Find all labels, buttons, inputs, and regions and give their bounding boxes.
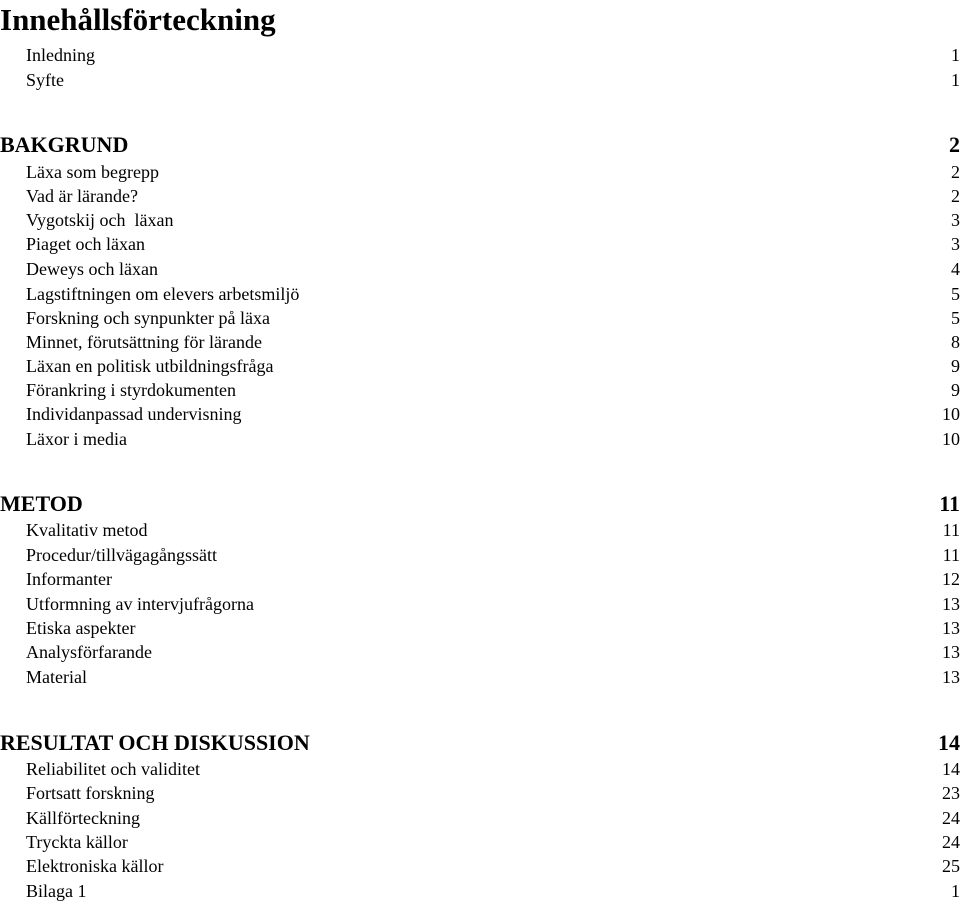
- toc-entry: [0, 402, 960, 426]
- toc-entry-label: Material: [26, 667, 87, 687]
- toc-entry: [0, 616, 960, 640]
- toc-entry: [0, 43, 960, 67]
- toc-entry-page: 3: [951, 234, 960, 254]
- toc-entry: [0, 518, 960, 542]
- toc-entry: [0, 160, 960, 184]
- toc-entry: [0, 208, 960, 232]
- toc-entry-label: Analysförfarande: [26, 642, 152, 662]
- toc-entry-page: 23: [942, 783, 960, 803]
- toc-entry-page: 5: [951, 284, 960, 304]
- page-title: Innehållsförteckning: [0, 2, 276, 37]
- toc-entry-label: Förankring i styrdokumenten: [26, 380, 236, 400]
- section-heading-label: RESULTAT OCH DISKUSSION: [0, 730, 310, 755]
- toc-entry: [0, 184, 960, 208]
- toc-entry-label: Läxor i media: [26, 429, 127, 449]
- toc-entry-label: Elektroniska källor: [26, 856, 164, 876]
- toc-entry-page: 12: [942, 569, 960, 589]
- toc-entry-label: Vad är lärande?: [26, 186, 138, 206]
- toc-entry-page: 3: [951, 210, 960, 230]
- toc-entry-page: 4: [951, 259, 960, 279]
- toc-entry-page: 1: [951, 881, 960, 901]
- toc-entry: [0, 757, 960, 781]
- toc-entry-page: 13: [942, 618, 960, 638]
- toc-entry-label: Tryckta källor: [26, 832, 128, 852]
- section-heading-label: BAKGRUND: [0, 132, 129, 157]
- toc-entry-label: Procedur/tillvägagångssätt: [26, 545, 217, 565]
- toc-entry: [0, 257, 960, 281]
- toc-entry-page: 8: [951, 332, 960, 352]
- toc-entry: [0, 378, 960, 402]
- toc-entry-label: Utformning av intervjufrågorna: [26, 594, 254, 614]
- toc-entry: [0, 330, 960, 354]
- toc-entry-label: Inledning: [26, 45, 95, 65]
- toc-entry: [0, 854, 960, 878]
- toc-entry-label: Forskning och synpunkter på läxa: [26, 308, 270, 328]
- toc-entry-label: Lagstiftningen om elevers arbetsmiljö: [26, 284, 300, 304]
- section-heading-page: 14: [938, 730, 960, 755]
- toc-entry-page: 9: [951, 380, 960, 400]
- toc-entry-page: 24: [942, 808, 960, 828]
- toc-entry-page: 9: [951, 356, 960, 376]
- toc-entry-label: Syfte: [26, 70, 64, 90]
- toc-entry-label: Etiska aspekter: [26, 618, 136, 638]
- toc-entry: [0, 306, 960, 330]
- toc-entry-label: Reliabilitet och validitet: [26, 759, 200, 779]
- toc-entry: [0, 781, 960, 805]
- toc-entry: [0, 830, 960, 854]
- toc-entry: [0, 354, 960, 378]
- toc-entry: [0, 567, 960, 591]
- toc-entry: [0, 232, 960, 256]
- toc-entry-page: 1: [951, 45, 960, 65]
- toc-entry-label: Deweys och läxan: [26, 259, 158, 279]
- toc-entry-label: Individanpassad undervisning: [26, 404, 242, 424]
- toc-entry-page: 2: [951, 186, 960, 206]
- toc-entry-page: 10: [942, 404, 960, 424]
- section-heading-page: 11: [939, 491, 960, 516]
- toc-entry-label: Informanter: [26, 569, 112, 589]
- toc-entry-label: Kvalitativ metod: [26, 520, 148, 540]
- toc-entry-label: Läxa som begrepp: [26, 162, 159, 182]
- toc-entry-page: 11: [942, 520, 960, 540]
- toc-entry: [0, 806, 960, 830]
- toc-entry-label: Bilaga 1: [26, 881, 87, 901]
- toc-entry: [0, 665, 960, 689]
- toc-entry-page: 14: [942, 759, 960, 779]
- toc-section-heading: [0, 131, 960, 159]
- toc-entry-page: 11: [942, 545, 960, 565]
- toc-entry-label: Vygotskij och läxan: [26, 210, 174, 230]
- toc-section-heading: [0, 729, 960, 757]
- section-heading-page: 2: [949, 132, 960, 157]
- toc-entry-page: 2: [951, 162, 960, 182]
- toc-entry-page: 10: [942, 429, 960, 449]
- toc-entry-page: 25: [942, 856, 960, 876]
- toc-entry: [0, 592, 960, 616]
- toc-entry-page: 5: [951, 308, 960, 328]
- toc-entry-page: 13: [942, 667, 960, 687]
- toc-entry: [0, 640, 960, 664]
- toc-entry-page: 1: [951, 70, 960, 90]
- toc-section-heading: [0, 490, 960, 518]
- toc-entry-label: Läxan en politisk utbildningsfråga: [26, 356, 274, 376]
- toc-entry: [0, 427, 960, 451]
- toc-entry: [0, 282, 960, 306]
- toc-entry: [0, 879, 960, 903]
- toc-entry-label: Källförteckning: [26, 808, 140, 828]
- toc-entry-label: Minnet, förutsättning för lärande: [26, 332, 262, 352]
- toc-entry-label: Piaget och läxan: [26, 234, 145, 254]
- toc-entry: [0, 68, 960, 92]
- toc-entry-page: 13: [942, 642, 960, 662]
- section-heading-label: METOD: [0, 491, 83, 516]
- toc-entry-page: 13: [942, 594, 960, 614]
- toc-entry-label: Fortsatt forskning: [26, 783, 155, 803]
- toc-entry: [0, 543, 960, 567]
- toc-entry-page: 24: [942, 832, 960, 852]
